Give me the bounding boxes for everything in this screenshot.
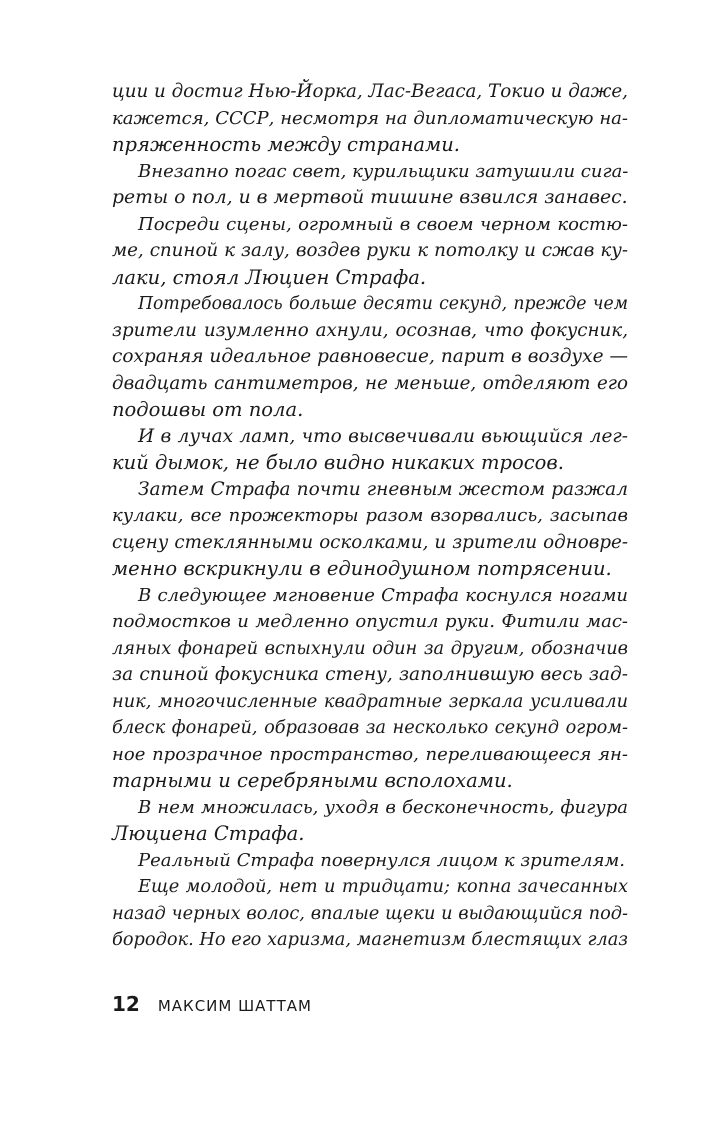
text-line: подошвы от пола. [112,398,304,421]
text-line: менно вскрикнули в единодушном потрясении. [112,557,612,580]
text-line: Внезапно погас свет, курильщики затушили сига- [138,160,629,182]
text-line: ме, спиной к залу, воздев руки к потолку и сжав ку- [112,240,628,261]
body-text [112,79,628,954]
text-line: ции и достиг Нью-Йорка, Лас-Вегаса, Токио и даже, [112,81,628,102]
text-line: пряженность между странами. [112,133,460,156]
text-line: реты о пол, и в мертвой тишине взвился занавес. [112,187,628,208]
text-line: Посреди сцены, огромный в своем черном костю- [138,213,628,235]
text-line: Люциена Страфа. [112,822,305,845]
text-line: сцену стеклянными осколками, и зрители одновре- [112,531,628,553]
text-line: бородок. Но его харизма, магнетизм блестящих глаз [112,930,628,950]
text-line: Потребовалось больше десяти секунд, прежде чем [138,294,628,314]
text-line: ник, многочисленные квадратные зеркала усиливали [112,691,628,712]
text-line: ное прозрачное пространство, переливающееся ян- [112,743,628,765]
text-line: В нем множилась, уходя в бесконечность, фигура [138,796,628,818]
text-line: сохраняя идеальное равновесие, парит в воздухе — [112,346,628,367]
text-line: кулаки, все прожекторы разом взорвались, засыпав [112,505,628,526]
text-line: Реальный Страфа повернулся лицом к зрителям. [138,849,626,871]
text-line: назад черных волос, впалые щеки и выдающийся под- [112,903,628,924]
text-line: блеск фонарей, образовав за несколько секунд огром- [112,718,628,738]
text-line: Еще молодой, нет и тридцати; копна зачесанных [138,877,628,897]
text-line: ляных фонарей вспыхнули один за другим, обозначив [112,638,628,659]
text-line: кажется, СССР, несмотря на дипломатическую на- [112,107,628,129]
text-line: двадцать сантиметров, не меньше, отделяют его [112,372,628,394]
text-line: лаки, стоял Люциен Страфа. [112,265,427,289]
text-line: И в лучах ламп, что высвечивали вьющийся лег- [138,425,628,447]
text-line: В следующее мгновение Страфа коснулся ногами [138,584,628,606]
text-line: тарными и серебряными всполохами. [112,769,513,792]
running-head-author: МАКСИМ ШАТТАМ [157,997,312,1015]
text-line: Затем Страфа почти гневным жестом разжал [138,478,628,500]
page-footer [112,992,312,1016]
text-line: подмостков и медленно опустил руки. Фитили мас- [112,611,628,632]
text-line: зрители изумленно ахнули, осознав, что фокусник, [112,319,628,341]
page-number: 12 [112,992,140,1016]
text-line: кий дымок, не было видно никаких тросов. [112,451,564,474]
text-line: за спиной фокусника стену, заполнившую весь зад- [112,664,628,685]
